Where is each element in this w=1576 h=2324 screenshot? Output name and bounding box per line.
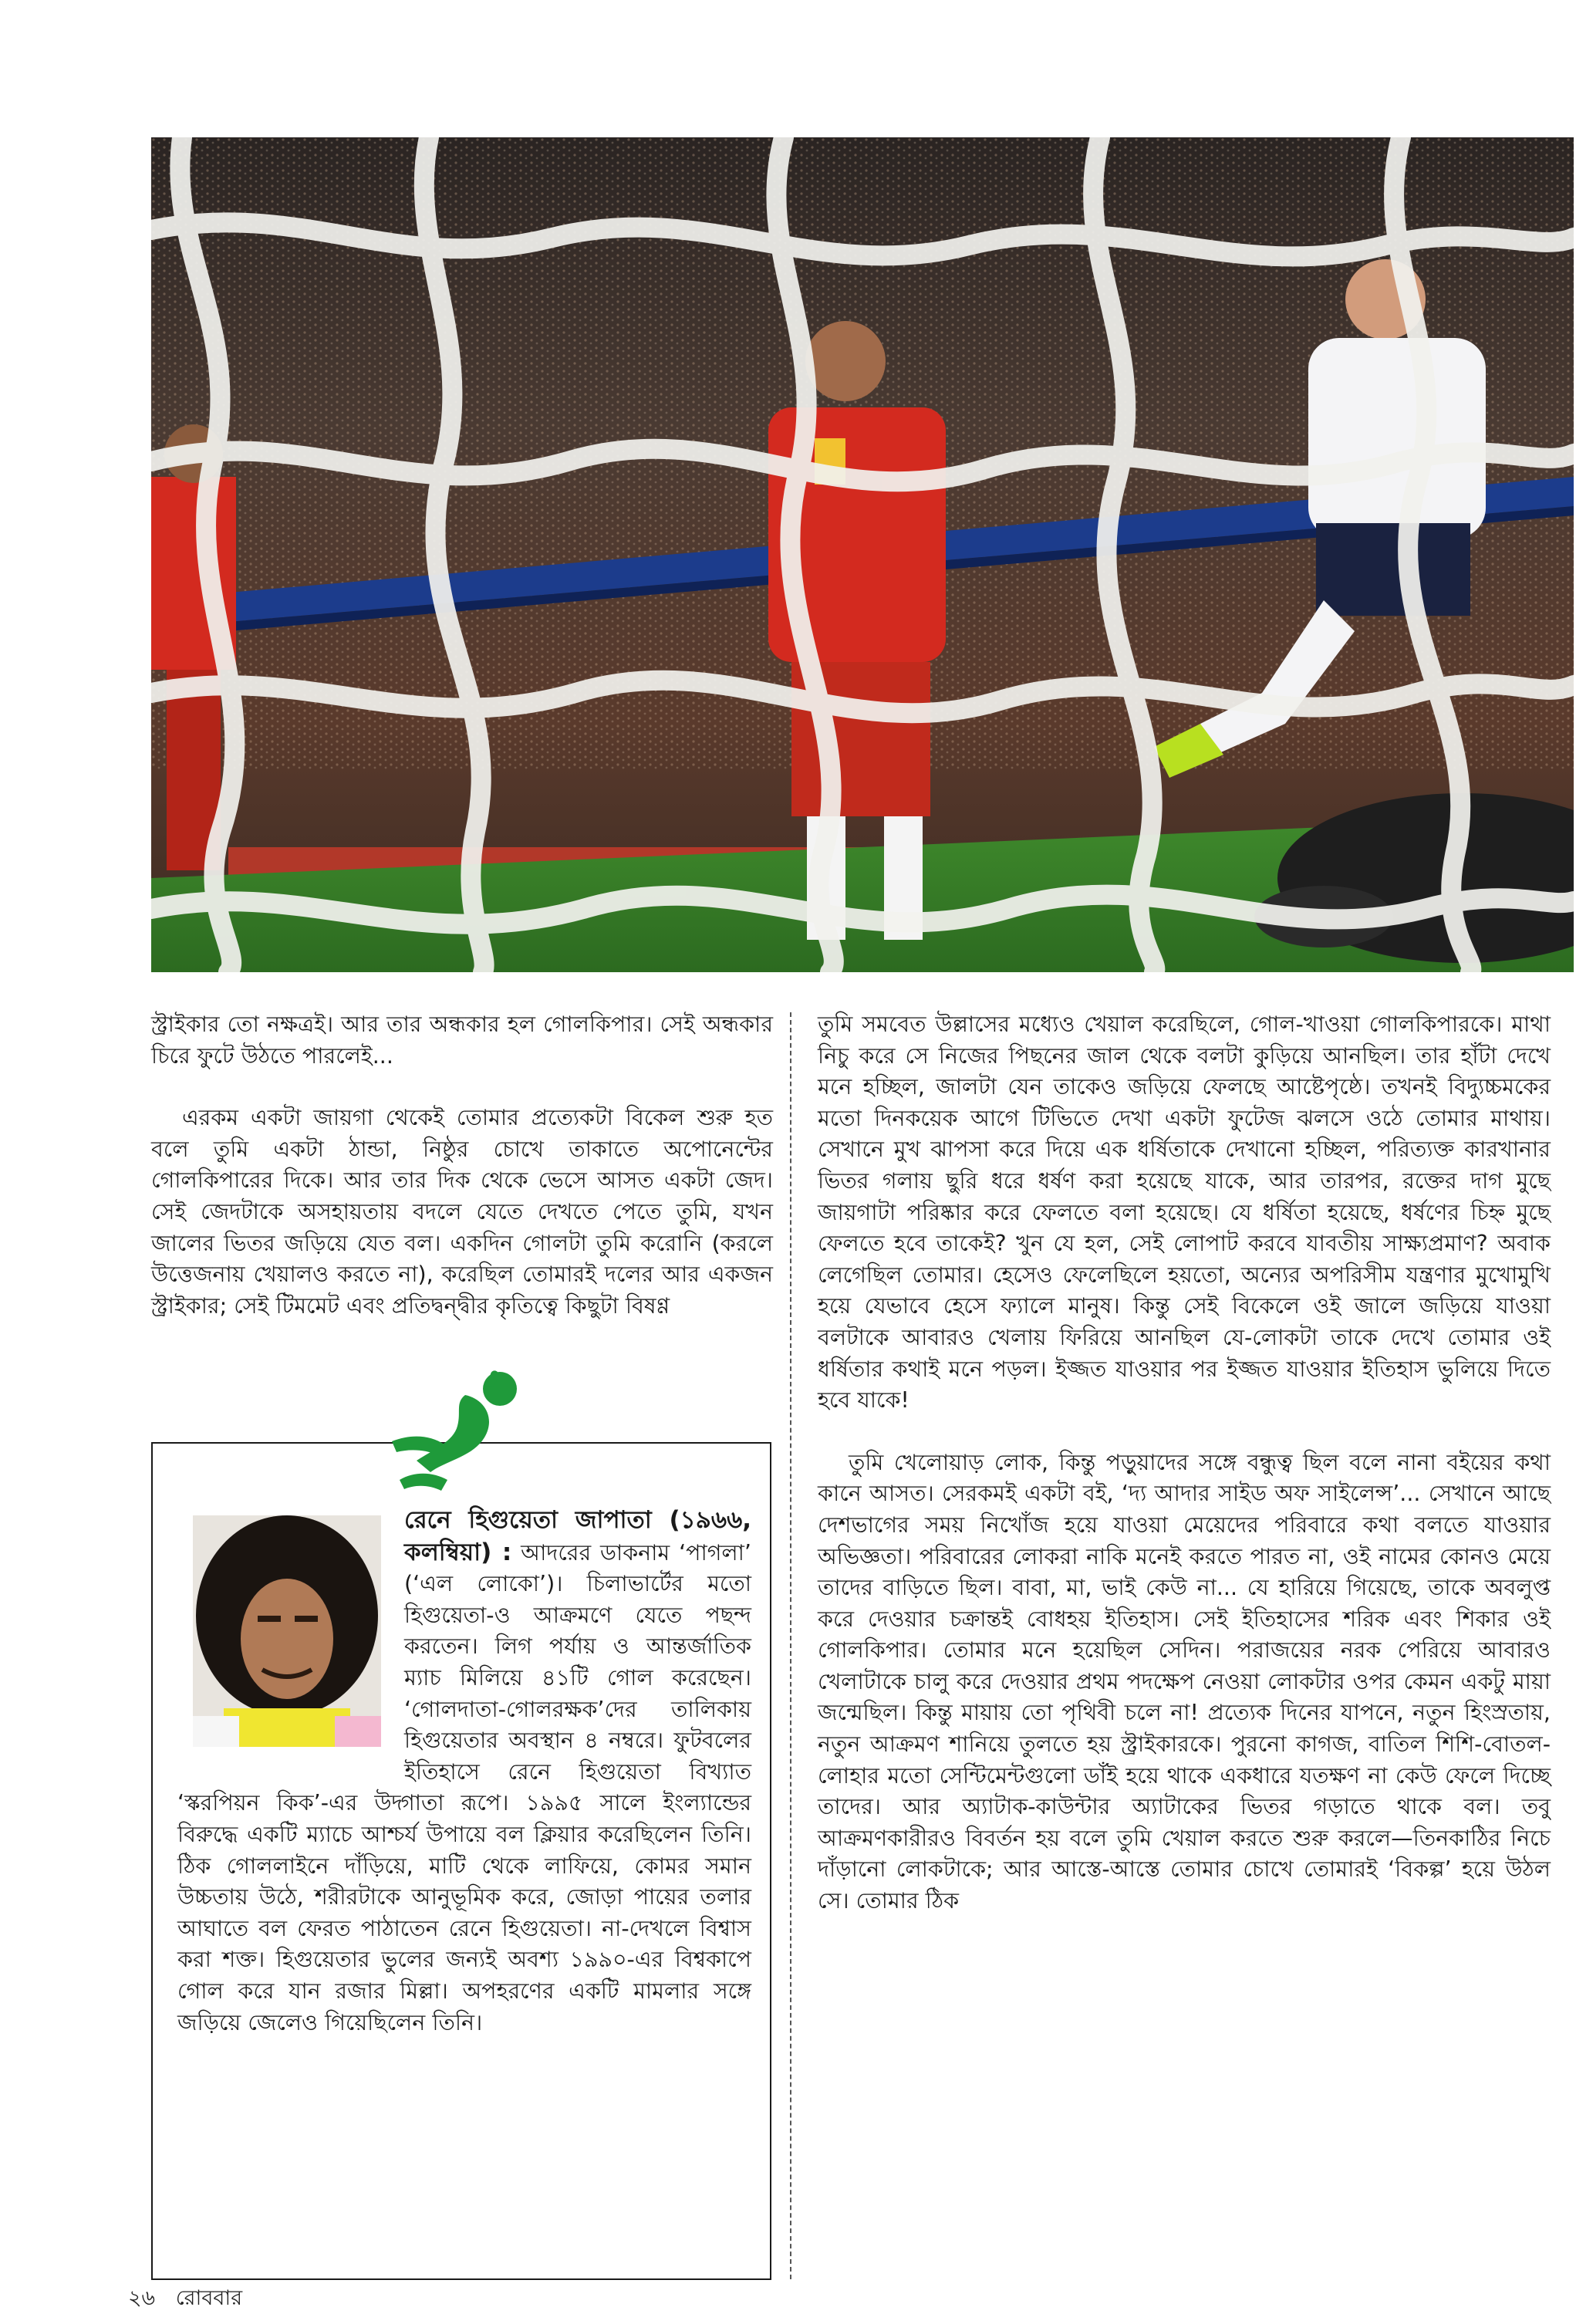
page-number: ২৬ xyxy=(128,2286,156,2310)
article-paragraph: স্ট্রাইকার তো নক্ষত্রই। আর তার অন্ধকার হল গোলকিপার। সেই অন্ধকার চিরে ফুটে উঠতে পারলেই... xyxy=(151,1012,773,1069)
magazine-name: রোববার xyxy=(175,2286,243,2310)
article-paragraph: তুমি সমবেত উল্লাসের মধ্যেও খেয়াল করেছিলে, গোল-খাওয়া গোলকিপারকে। মাথা নিচু করে সে নিজের পিছনের জাল থেকে বলটা কুড়িয়ে আনছিল। তার হাঁটা দেখে মনে হচ্ছিল, জালটা যেন তাকেও জড়িয়ে ফেলছে আষ্টেপৃষ্ঠে। তখনই বিদ্যুচ্চমকের মতো দিনকয়েক আগে টিভিতে দেখা একটা ফুটেজ ঝলসে ওঠে তোমার মাথায়। সেখানে মুখ ঝাপসা করে দিয়ে এক ধর্ষিতাকে দেখানো হচ্ছিল, পরিত্যক্ত কারখানার ভিতর গলায় ছুরি ধরে ধর্ষণ করা হয়েছে যাকে, আর তারপর, রক্তের দাগ মুছে জায়গাটা পরিষ্কার করে ফেলতে বলা হয়েছে। যে ধর্ষিতা হয়েছে, ধর্ষণের চিহ্ন মুছে ফেলতে হবে তাকেই? খুন যে হল, সেই লোপাট করবে যাবতীয় সাক্ষ্যপ্রমাণ? অবাক লেগেছিল তোমার। হেসেও ফেলেছিলে হয়তো, অন্যের অপরিসীম যন্ত্রণার মুখোমুখি হয়ে যেভাবে হেসে ফ্যালে মানুষ। কিন্তু সেই বিকেলে ওই জালে জড়িয়ে যাওয়া বলটাকে আবারও খেলায় ফিরিয়ে আনছিল যে-লোকটা তাকে দেখে তোমার ওই ধর্ষিতার কথাই মনে পড়ল। ইজ্জত যাওয়ার পর ইজ্জত যাওয়ার ইতিহাস ভুলিয়ে দিতে হবে যাকে! xyxy=(818,1012,1551,1414)
portrait-spacer xyxy=(177,1505,404,1778)
article-left-column xyxy=(151,1009,773,1322)
goalkeeper-icon xyxy=(384,1364,538,1495)
article-paragraph: এরকম একটা জায়গা থেকেই তোমার প্রত্যেকটা বিকেল শুরু হত বলে তুমি একটা ঠান্ডা, নিষ্ঠুর চোখে তাকাতে অপোনেন্টের গোলকিপারের দিকে। আর তার দিক থেকে ভেসে আসত একটা জেদ। সেই জেদটাকে অসহায়তায় বদলে যেতে দেখতে পেতে তুমি, যখন জালের ভিতর জড়িয়ে যেত বল। একদিন গোলটা তুমি করোনি (করলে উত্তেজনায় খেয়ালও করতে না), করেছিল তোমারই দলের আর একজন স্ট্রাইকার; সেই টিমমেট এবং প্রতিদ্বন্দ্বীর কৃতিত্বে কিছুটা বিষণ্ণ xyxy=(151,1105,773,1319)
column-divider xyxy=(790,1012,791,2279)
goalkeeper-profile-text xyxy=(177,1505,751,2039)
article-paragraph: তুমি খেলোয়াড় লোক, কিন্তু পড়ুয়াদের সঙ্গে বন্ধুত্ব ছিল বলে নানা বইয়ের কথা কানে আসত। সেরকমই একটা বই, ‘দ্য আদার সাইড অফ সাইলেন্স’... সেখানে আছে দেশভাগের সময় নিখোঁজ হয়ে যাওয়া মেয়েদের পরিবারে কথা বলতে যাওয়ার অভিজ্ঞতা। পরিবারের লোকরা নাকি মনেই করতে পারত না, ওই নামের কোনও মেয়ে তাদের বাড়িতে ছিল। বাবা, মা, ভাই কেউ না... যে হারিয়ে গিয়েছে, তাকে অবলুপ্ত করে দেওয়ার চক্রান্তই বোধহয় ইতিহাস। সেই ইতিহাসের শরিক এবং শিকার ওই গোলকিপার। তোমার মনে হয়েছিল সেদিন। পরাজয়ের নরক পেরিয়ে আবারও খেলাটাকে চালু করে দেওয়ার প্রথম পদক্ষেপ নেওয়া লোকটার ওপর কেমন একটু মায়া জন্মেছিল। কিন্তু মায়ায় তো পৃথিবী চলে না! প্রত্যেক দিনের যাপনে, নতুন হিংস্রতায়, নতুন আক্রমণ শানিয়ে তুলতে হয় স্ট্রাইকারকে। পুরনো কাগজ, বাতিল শিশি-বোতল-লোহার মতো সেন্টিমেন্টগুলো ডাঁই হয়ে থাকে একধারে যতক্ষণ না কেউ ফেলে দিচ্ছে তাদের। আর অ্যাটাক-কাউন্টার অ্যাটাকের ভিতর গড়াতে থাকে বল। তবু আক্রমণকারীরও বিবর্তন হয় বলে তুমি খেয়াল করতে শুরু করলে—তিনকাঠির নিচে দাঁড়ানো লোকটাকে; আর আস্তে-আস্তে তোমার চোখে তোমারই ‘বিকল্প’ হয়ে উঠল সে। তোমার ঠিক xyxy=(818,1449,1551,1914)
page-footer xyxy=(128,2282,242,2317)
article-right-column xyxy=(818,1009,1551,1917)
profile-heading: রেনে হিগুয়েতা জাপাতা (১৯৬৬, কলম্বিয়া) : xyxy=(404,1506,751,1566)
hero-photo xyxy=(151,137,1574,972)
football-goal-photo xyxy=(151,137,1574,972)
profile-body: আদরের ডাকনাম ‘পাগলা’ (‘এল লোকো’)। চিলাভার্টের মতো হিগুয়েতা-ও আক্রমণে যেতে পছন্দ করতেন। লিগ পর্যায় ও আন্তর্জাতিক ম্যাচ মিলিয়ে ৪১টি গোল করেছেন। ‘গোলদাতা-গোলরক্ষক’দের তালিকায় হিগুয়েতার অবস্থান ৪ নম্বরে। ফুটবলের ইতিহাসে রেনে হিগুয়েতা বিখ্যাত ‘স্করপিয়ন কিক’-এর উদ্গাতা রূপে। ১৯৯৫ সালে ইংল্যান্ডের বিরুদ্ধে একটি ম্যাচে আশ্চর্য উপায়ে বল ক্লিয়ার করেছিলেন তিনি। ঠিক গোললাইনে দাঁড়িয়ে, মাটি থেকে লাফিয়ে, কোমর সমান উচ্চতায় উঠে, শরীরটাকে আনুভূমিক করে, জোড়া পায়ের তলার আঘাতে বল ফেরত পাঠাতেন রেনে হিগুয়েতা। না-দেখলে বিশ্বাস করা শক্ত। হিগুয়েতার ভুলের জন্যই অবশ্য ১৯৯০-এর বিশ্বকাপে গোল করে যান রজার মিল্লা। অপহরণের একটি মামলার সঙ্গে জড়িয়ে জেলেও গিয়েছিলেন তিনি। xyxy=(177,1539,751,2035)
